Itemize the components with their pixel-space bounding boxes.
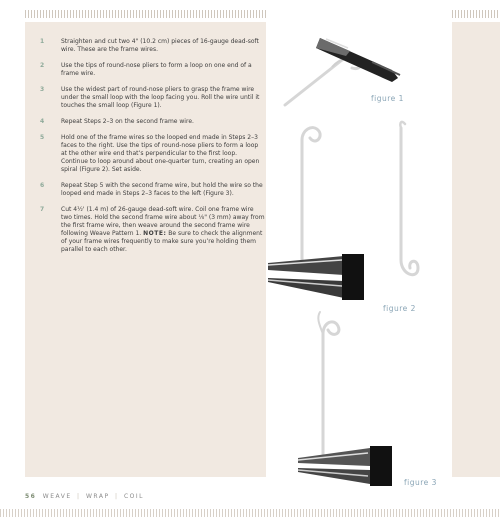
page-footer — [25, 493, 144, 500]
step-number: 5 — [40, 134, 45, 141]
footer-title-3: COIL — [123, 493, 144, 500]
figure-3-label: figure 3 — [404, 478, 437, 487]
step-number: 1 — [40, 38, 45, 45]
footer-title-1: WEAVE — [42, 493, 72, 500]
page-number: 56 — [25, 493, 37, 500]
footer-separator: | — [77, 493, 81, 500]
top-ruler-left — [25, 10, 266, 18]
watermark: (c) Eva-lution.ru — [394, 488, 480, 499]
step-item — [32, 62, 265, 78]
note-text: Be sure to check the alignment of your frame wires frequently to make sure you’re holding them parallel to each other. — [61, 230, 263, 253]
step-text: Hold one of the frame wires so the looped end made in Steps 2–3 faces to the right. Use the tips of round-nose pliers to form a loop at the other wire end that’s perpendicular to the first loop. Continue to loop around about one-quarter turn, creating an open spiral (Figure 2). Set aside. — [61, 134, 260, 173]
step-number: 6 — [40, 182, 45, 189]
figure-2-illustration — [268, 110, 428, 305]
figure-3-illustration — [298, 306, 408, 486]
step-item — [32, 206, 265, 254]
bottom-ruler — [0, 509, 500, 517]
step-text: Repeat Steps 2–3 on the second frame wire. — [61, 118, 194, 125]
step-item — [32, 182, 265, 198]
note-label: NOTE: — [143, 230, 167, 237]
top-ruler-right — [452, 10, 500, 18]
step-text: Repeat Step 5 with the second frame wire, but hold the wire so the looped end made in Steps 2–3 faces to the left (Figure 3). — [61, 182, 263, 197]
step-number: 2 — [40, 62, 45, 69]
step-item — [32, 38, 265, 54]
step-number: 3 — [40, 86, 45, 93]
step-text: Straighten and cut two 4" (10.2 cm) pieces of 16-gauge dead-soft wire. These are the frame wires. — [61, 38, 259, 53]
step-item — [32, 134, 265, 174]
step-body: Cut 4½' (1.4 m) of 26-gauge dead-soft wire. Coil one frame wire two times. Hold the second frame wire about ⅛" (3 mm) away from the first frame wire, then weave around the second frame wire following Weave Pattern 1. — [61, 206, 265, 237]
step-text: Use the tips of round-nose pliers to form a loop on one end of a frame wire. — [61, 62, 252, 77]
side-panel — [452, 22, 500, 477]
step-text — [61, 206, 265, 254]
step-item — [32, 86, 265, 110]
instruction-steps — [32, 38, 265, 262]
step-number: 7 — [40, 206, 45, 213]
step-number: 4 — [40, 118, 45, 125]
figure-2-label: figure 2 — [383, 304, 416, 313]
footer-separator: | — [115, 493, 119, 500]
footer-title-2: WRAP — [86, 493, 110, 500]
step-text: Use the widest part of round-nose pliers to grasp the frame wire under the small loop with the loop facing you. Roll the wire until it touches the small loop (Figure 1). — [61, 86, 260, 109]
figure-1-label: figure 1 — [371, 94, 404, 103]
step-item — [32, 118, 265, 126]
